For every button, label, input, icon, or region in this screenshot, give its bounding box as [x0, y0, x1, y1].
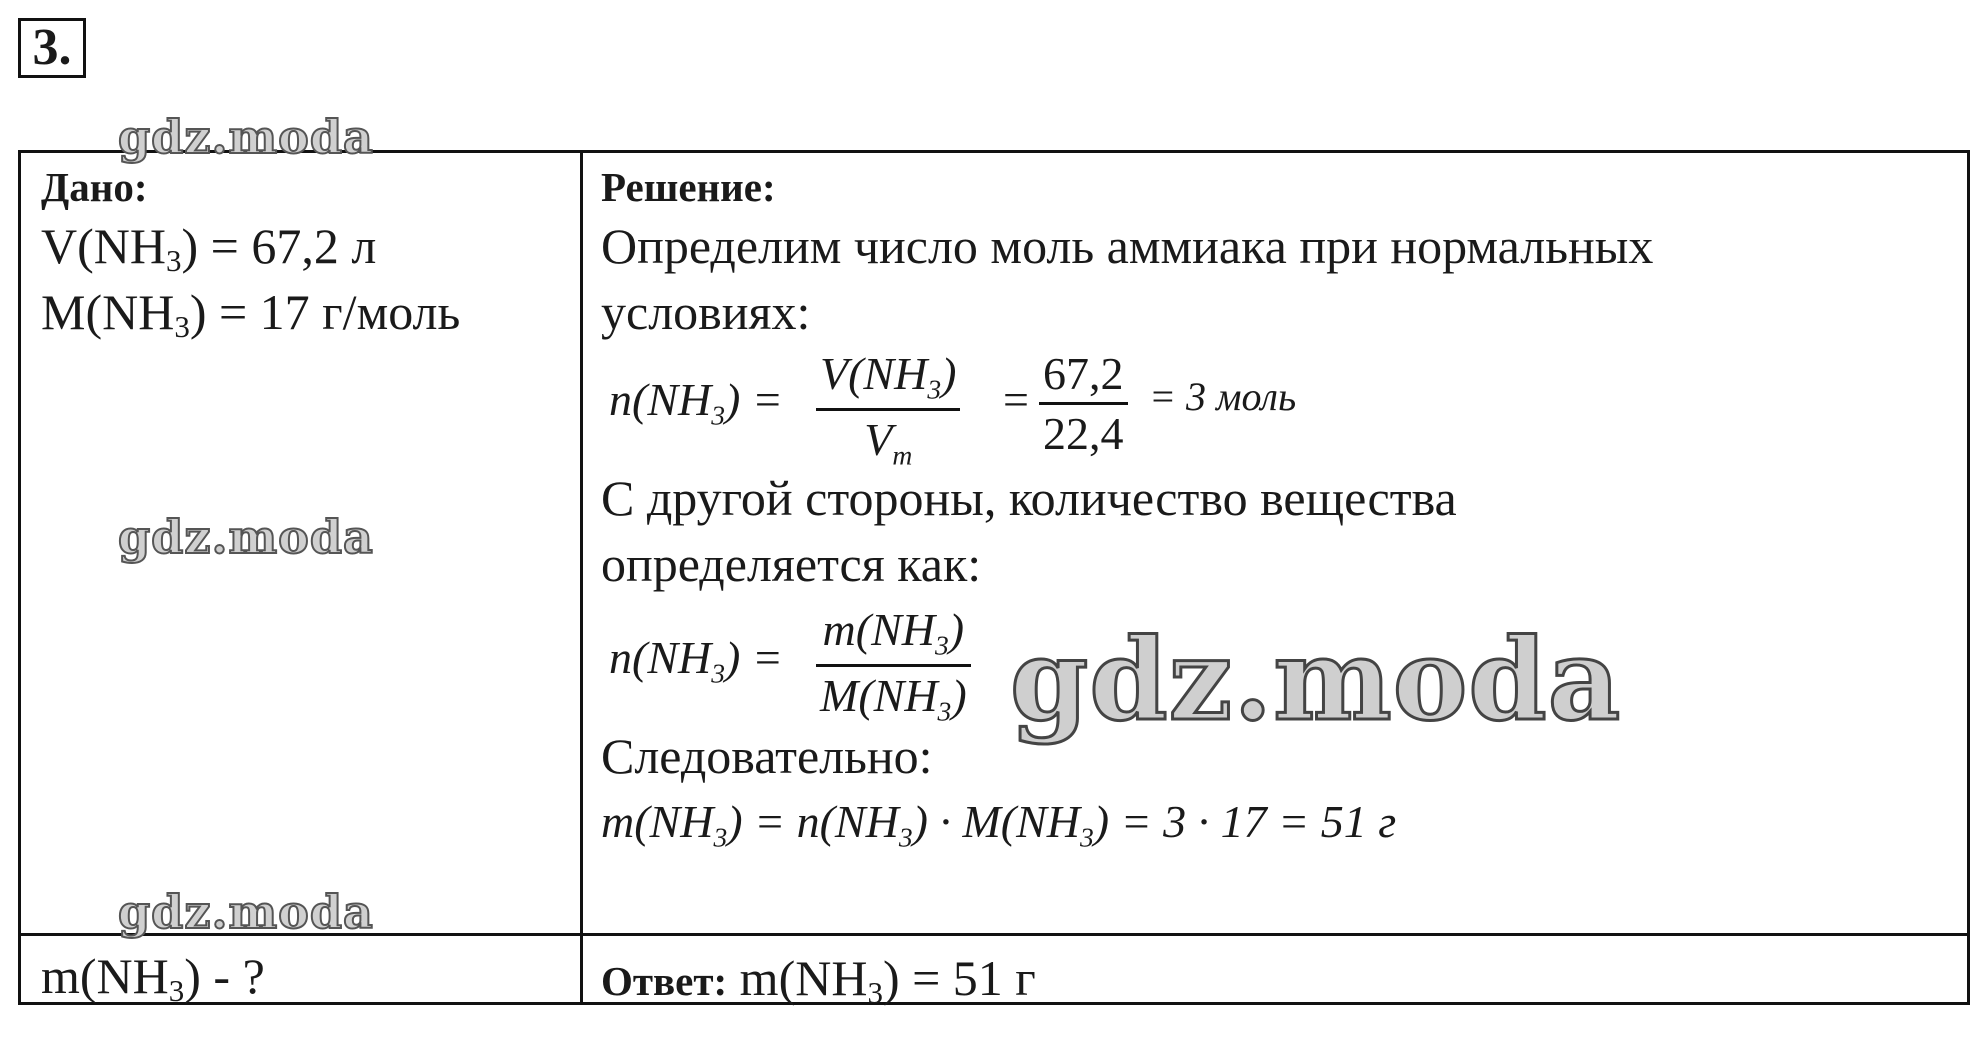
given-section — [41, 161, 571, 345]
formula1-result: = 3 моль — [1149, 374, 1297, 419]
formula-mass-result: $m(NH_3) = n(NH_3) \cdot M(NH_3) = 3 \cdot 17 = 51$ г — [601, 796, 1397, 853]
solution-text-2b: определяется как: — [601, 536, 982, 592]
fraction-volume: $V(NH_3)$ $V_m$ — [816, 347, 960, 471]
solution-table — [18, 150, 1970, 1010]
watermark: gdz.moda — [118, 885, 374, 939]
given-molar-mass: $M(NH_3) = 17$ г/моль — [41, 284, 461, 344]
solution-text-1b: условиях: — [601, 284, 811, 340]
answer-line: Ответ: $m(NH_3) = 51$ г — [601, 950, 1036, 1010]
given-heading: Дано: — [41, 164, 148, 210]
formula-moles-from-volume: $n(NH_3)$ = $V(NH_3)$ $V_m$ = 67,2 22,4 = 3 моль — [609, 348, 1297, 471]
find-value: $m(NH_3)$ - ? — [41, 948, 265, 1008]
fraction-numeric: 67,2 22,4 — [1039, 347, 1128, 460]
fraction-mass: $m(NH_3)$ $M(NH_3)$ — [816, 603, 971, 727]
formula-moles-from-mass: $n(NH_3)$ = $m(NH_3)$ $M(NH_3)$ — [601, 597, 1951, 723]
answer-label: Ответ: — [601, 958, 728, 1004]
watermark: gdz.moda — [118, 110, 374, 164]
solution-text-2a: С другой стороны, количество вещества — [601, 470, 1457, 526]
row-divider — [21, 933, 1967, 936]
solution-text-3: Следовательно: — [601, 728, 933, 784]
column-divider — [580, 153, 583, 1002]
watermark-large: gdz.moda — [1010, 615, 1622, 746]
task-number: 3. — [18, 18, 86, 78]
solution-text-1a: Определим число моль аммиака при нормальных — [601, 218, 1654, 274]
given-volume: $V(NH_3) = 67,2$ л — [41, 218, 377, 278]
watermark: gdz.moda — [118, 510, 374, 564]
solution-heading: Решение: — [601, 164, 776, 210]
solution-section — [601, 161, 1951, 871]
